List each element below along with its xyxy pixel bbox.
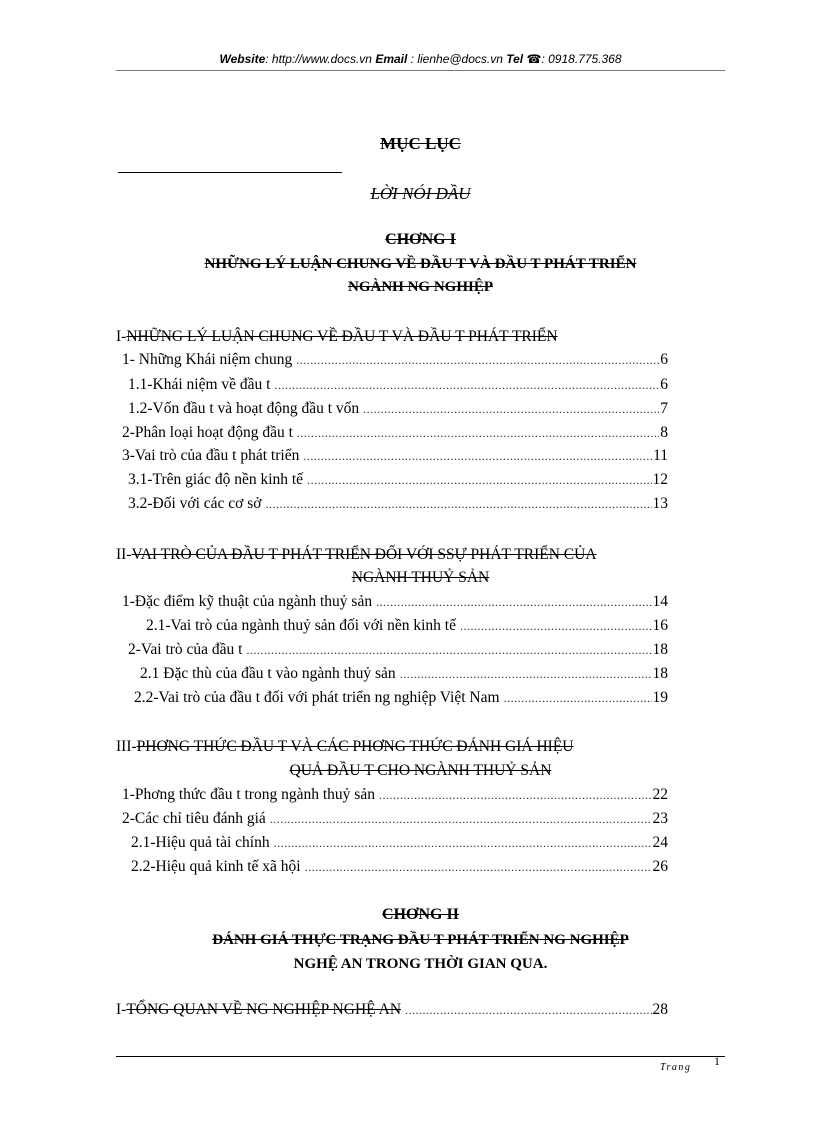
section2-prefix: II- [116, 546, 132, 563]
toc-entry-label: 2.2-Hiệu quả kinh tế xã hội [131, 858, 301, 875]
toc-entry-page: 6 [660, 351, 668, 368]
chapter2-title-line2: NGHỆ AN TRONG THỜI GIAN QUA. [293, 956, 548, 972]
tel-label: Tel [506, 52, 524, 66]
toc-entry-label: 1-Đặc điểm kỹ thuật của ngành thuỷ sản [122, 593, 373, 610]
toc-entry-page: 23 [652, 810, 668, 827]
toc-entry[interactable] [122, 424, 668, 446]
leader-dots [504, 691, 652, 706]
toc-entry-page: 24 [652, 834, 668, 851]
website-label: Website [219, 52, 266, 66]
toc-entry-label: 2.1-Hiệu quả tài chính [131, 834, 270, 851]
toc-entry-label: 1.1-Khái niệm về đầu t [128, 376, 271, 393]
email-label: Email [375, 52, 408, 66]
toc-entry-label: 3-Vai trò của đầu t phát triển [122, 447, 300, 464]
section2-title-line1: VAI TRÒ CỦA ĐẦU T PHÁT TRIỂN ĐỐI VỚI SSỰ PHÁT TRIỂN CỦA [131, 546, 597, 563]
toc-entry-page: 26 [652, 858, 668, 875]
section3-title-line1: PHƠNG THỨC ĐẦU T VÀ CÁC PHƠNG THỨC ĐÁNH GIÁ HIỆU [136, 738, 574, 755]
section2-title-line2: NGÀNH THUỶ SẢN [351, 569, 490, 586]
toc-entry[interactable] [140, 665, 668, 687]
toc-entry[interactable] [122, 593, 668, 615]
chapter1-label: CHƠNG I [385, 231, 456, 248]
toc-entry-label: 2.1-Vai trò của ngành thuỷ sản đối với nền kinh tế [146, 617, 456, 634]
leader-dots [274, 378, 659, 393]
section1-heading [116, 328, 558, 346]
leader-dots [270, 812, 652, 827]
leader-dots [307, 473, 651, 488]
chapter2-label: CHƠNG II [382, 906, 459, 923]
section4-title: TỔNG QUAN VỀ NG NGHIỆP NGHỆ AN [126, 1001, 402, 1018]
leader-dots [400, 667, 652, 682]
toc-entry-page: 19 [652, 689, 668, 706]
toc-entry-label: 2-Phân loại hoạt động đầu t [122, 424, 293, 441]
toc-entry[interactable] [128, 495, 668, 517]
toc-entry-label: 2-Các chỉ tiêu đánh giá [122, 810, 266, 827]
leader-dots [247, 643, 652, 658]
toc-entry-page: 11 [653, 447, 668, 464]
toc-entry[interactable] [128, 376, 668, 398]
toc-entry[interactable] [131, 834, 668, 856]
toc-entry-page: 13 [652, 495, 668, 512]
title-underline [118, 172, 342, 173]
toc-entry[interactable] [128, 641, 668, 663]
leader-dots [274, 836, 652, 851]
header-rule [116, 70, 725, 71]
leader-dots [379, 788, 652, 803]
toc-entry-page: 7 [660, 400, 668, 417]
leader-dots [460, 619, 652, 634]
toc-entry-page: 28 [652, 1001, 668, 1018]
page-header [116, 52, 725, 66]
toc-entry[interactable] [122, 786, 668, 808]
toc-entry[interactable] [128, 471, 668, 493]
leader-dots [296, 353, 659, 368]
toc-entry-page: 14 [652, 593, 668, 610]
leader-dots [297, 426, 659, 441]
section1-prefix: I- [116, 328, 127, 345]
toc-entry-label: 1-Phơng thức đầu t trong ngành thuỷ sản [122, 786, 375, 803]
leader-dots [376, 595, 651, 610]
leader-dots [363, 402, 659, 417]
toc-entry[interactable] [122, 351, 668, 373]
section3-heading [116, 738, 574, 756]
toc-entry[interactable] [128, 400, 668, 422]
toc-entry[interactable] [146, 617, 668, 639]
leader-dots [305, 860, 652, 875]
chapter1-title-line1: NHỮNG LÝ LUẬN CHUNG VỀ ĐẦU T VÀ ĐẦU T PHÁT TRIỂN [204, 256, 637, 272]
section2-heading [116, 546, 597, 564]
toc-entry-label: 1.2-Vốn đầu t và hoạt động đầu t vốn [128, 400, 360, 417]
email-address: : lienhe@docs.vn [410, 52, 503, 66]
website-url: : http://www.docs.vn [265, 52, 372, 66]
toc-entry[interactable] [122, 810, 668, 832]
toc-entry-page: 8 [660, 424, 668, 441]
toc-entry-page: 16 [652, 617, 668, 634]
toc-entry-page: 18 [652, 665, 668, 682]
leader-dots [303, 449, 652, 464]
toc-entry-page: 22 [652, 786, 668, 803]
footer-page-number: 1 [714, 1054, 720, 1068]
chapter2-title-line1: ĐÁNH GIÁ THỰC TRẠNG ĐẦU T PHÁT TRIỂN NG NGHIỆP [212, 932, 629, 948]
toc-entry-label: 3.2-Đối với các cơ sở [128, 495, 262, 512]
preface-heading: LỜI NÓI ĐẦU [370, 184, 471, 203]
leader-dots [405, 1003, 651, 1018]
toc-entry[interactable] [116, 1001, 668, 1023]
section3-prefix: III- [116, 738, 137, 755]
leader-dots [265, 497, 651, 512]
footer-page-label: Trang [660, 1062, 692, 1073]
toc-entry-page: 12 [652, 471, 668, 488]
section3-title-line2: QUẢ ĐẦU T CHO NGÀNH THUỶ SẢN [289, 762, 552, 779]
toc-entry-label: 1- Những Khái niệm chung [122, 351, 293, 368]
section1-title: NHỮNG LÝ LUẬN CHUNG VỀ ĐẦU T VÀ ĐẦU T PHÁT TRIỂN [126, 328, 558, 345]
toc-entry-label: 2.2-Vai trò của đầu t đối với phát triển ng nghiệp Việt Nam [134, 689, 500, 706]
footer-rule [116, 1056, 725, 1057]
section4-prefix: I- [116, 1001, 127, 1018]
toc-entry-label [116, 1001, 405, 1019]
toc-entry[interactable] [122, 447, 668, 469]
toc-title: MỤC LỤC [380, 134, 461, 153]
toc-entry-page: 6 [660, 376, 668, 393]
toc-entry[interactable] [134, 689, 668, 711]
toc-entry-label: 3.1-Trên giác độ nền kinh tế [128, 471, 304, 488]
toc-entry[interactable] [131, 858, 668, 880]
chapter1-title-line2: NGÀNH NG NGHIỆP [347, 279, 493, 295]
phone-icon: ☎ [526, 52, 542, 66]
tel-number: : 0918.775.368 [541, 52, 622, 66]
toc-entry-label: 2.1 Đặc thù của đầu t vào ngành thuỷ sản [140, 665, 396, 682]
toc-entry-label: 2-Vai trò của đầu t [128, 641, 243, 658]
toc-entry-page: 18 [652, 641, 668, 658]
